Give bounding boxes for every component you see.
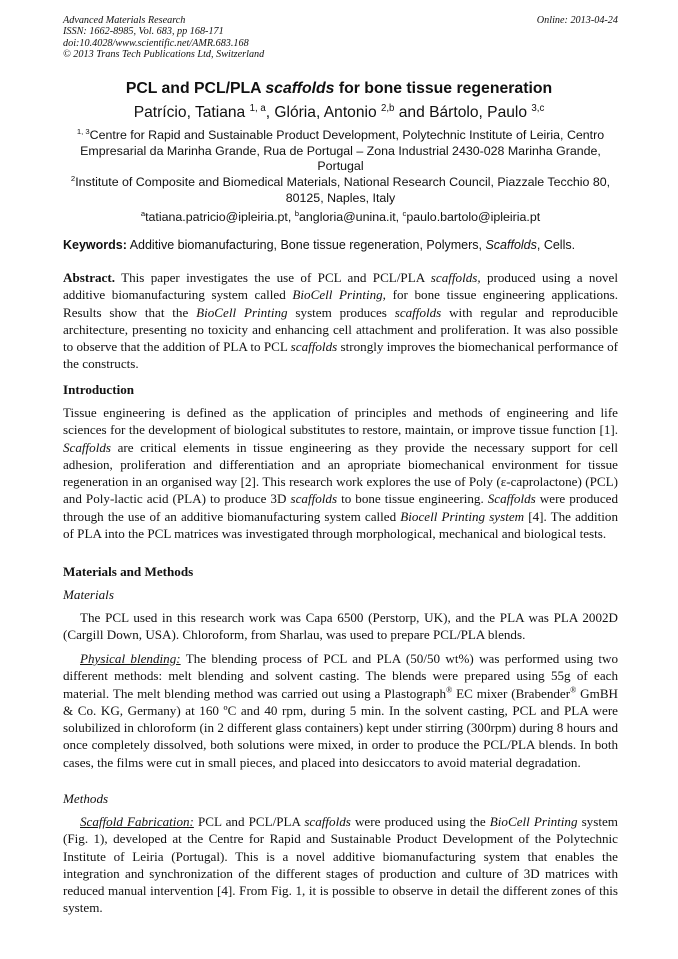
scaffold-fabrication-body: Scaffold Fabrication: PCL and PCL/PLA scaffolds were produced using the BioCell Printing system (Fig. 1), developed at the Centre for Rapid and Sustainable Product Development of the Polytechnic Institute of Leiria (Portugal). This is a novel additive biomanufacturing system that enables the integration and synchronization of the different stages of production and culture of 3D matrices with reduced manual intervention [4]. From Fig. 1, it is possible to observe in detail the different zones of this system. xyxy=(63,814,618,916)
author-list: Patrício, Tatiana $^{1, a}$, Glória, Antonio $^{2,b}$ and Bártolo, Paulo $^{3,c}$ xyxy=(133,102,545,121)
introduction-body: Tissue engineering is defined as the application of principles and methods of engineering and life sciences for the development of biological substitutes to restore, maintain, or improve tissue function [1]. Scaffolds are critical elements in tissue engineering as they provide the necessary support for cell adhesion, proliferation and differentiation and an apropriate biomechanical environment for tissue regeneration in an organised way [2]. This research work explores the use of Poly (ε-caprolactone) (PCL) and Poly-lactic acid (PLA) to produce 3D scaffolds to bone tissue engineering. Scaffolds were produced through the use of an additive biomanufacturing system called Biocell Printing system [4]. The addition of PLA into the PCL matrices was investigated through morphological, mechanical and biological tests. xyxy=(63,405,618,542)
author-emails: $^a$tatiana.patricio@ipleiria.pt, $^b$angloria@unina.it, $^c$paulo.bartolo@ipleiria.pt xyxy=(140,208,541,224)
journal-header xyxy=(63,15,618,61)
section-heading-materials-methods: Materials and Methods xyxy=(63,564,194,579)
affiliation-2: $^2$Institute of Composite and Biomedical Materials, National Research Council, Piazzale Tecchio 80, 80125, Naples, Italy xyxy=(70,173,611,205)
issn-line: ISSN: 1662-8985, Vol. 683, pp 168-171 xyxy=(63,26,224,38)
copyright-line: © 2013 Trans Tech Publications Ltd, Switzerland xyxy=(63,49,265,61)
physical-blending-body: Physical blending: The blending process of PCL and PLA (50/50 wt%) was performed using two different methods: melt blending and solvent casting. The blends were prepared using 55g of each material. The melt blending method was carried out using a Plastograph® EC mixer (Brabender® GmBH & Co. KG, Germany) at 160 ºC and 40 rpm, during 5 min. In the solvent casting, PCL and PLA were solubilized in chloroform (in 2 different glass containers) kept under stirring (300rpm) during 8 hours and once completely dissolved, both solutions were mixed, in order to produce the PCL/PLA blends. In both cases, the films were cut in small pieces, and placed into desiccators to avoid material degradation. xyxy=(63,651,619,770)
subheading-methods: Methods xyxy=(63,791,109,806)
subheading-materials: Materials xyxy=(63,587,114,602)
materials-body: The PCL used in this research work was Capa 6500 (Perstorp, UK), and the PLA was PLA 2002D (Cargill Down, USA). Chloroform, from Sharlau, was used to prepare PCL/PLA blends. xyxy=(63,610,618,643)
doi-line: doi:10.4028/www.scientific.net/AMR.683.168 xyxy=(63,37,249,49)
section-heading-introduction: Introduction xyxy=(63,382,135,397)
journal-name: Advanced Materials Research xyxy=(63,15,186,26)
online-date: Online: 2013-04-24 xyxy=(536,15,618,26)
keywords: Keywords: Additive biomanufacturing, Bone tissue regeneration, Polymers, Scaffolds, Cells. xyxy=(63,238,576,252)
abstract: Abstract. This paper investigates the use of PCL and PCL/PLA scaffolds, produced using a novel additive biomanufacturing system called BioCell Printing, for bone tissue engineering applications. Results show that the BioCell Printing system produces scaffolds with regular and reproducible architecture, presenting no toxicity and enhancing cell attachment and proliferation. It was also possible to observe that the addition of PLA to PCL scaffolds strongly improves the biomechanical performance of the constructs. xyxy=(63,270,619,372)
paper-title: PCL and PCL/PLA scaffolds for bone tissue regeneration xyxy=(125,80,553,97)
affiliation-1: $^{1, 3}$Centre for Rapid and Sustainable Product Development, Polytechnic Institute of Leiria, Centro Empresarial da Marinha Grande, Rua de Portugal – Zona Industrial 2430-028 Marinha Grande, Portugal xyxy=(76,126,605,173)
